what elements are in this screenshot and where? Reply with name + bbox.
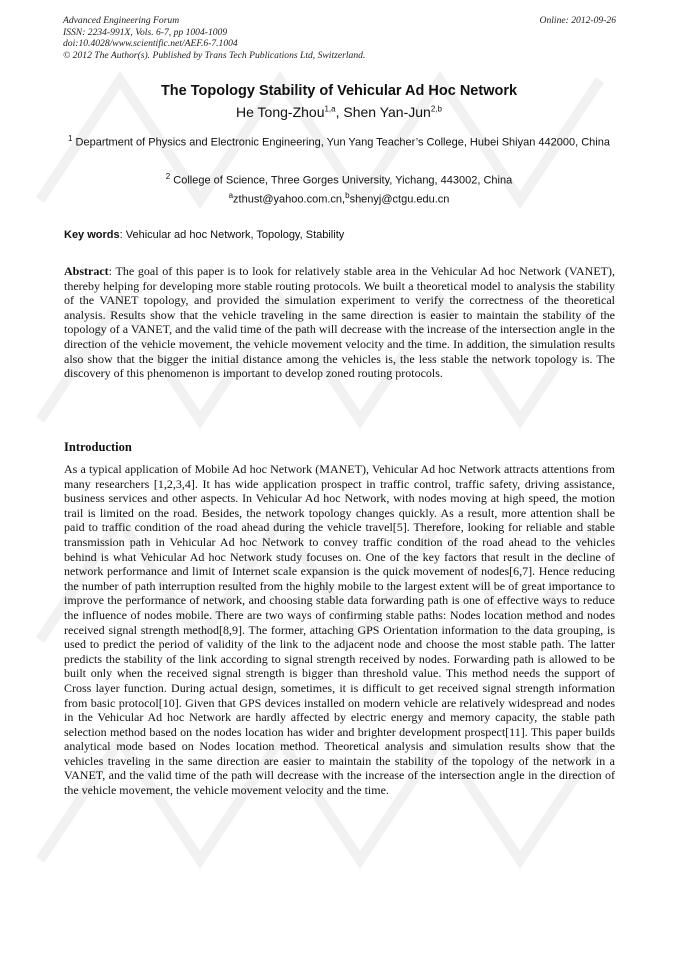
abstract-paragraph: [64, 264, 615, 381]
online-date: Online: 2012-09-26: [539, 15, 616, 26]
author-line: [40, 104, 638, 120]
doi-line: doi:10.4028/www.scientific.net/AEF.6-7.1004: [63, 38, 238, 50]
email-a-superscript: a: [228, 191, 234, 200]
keywords-label: Key words: [64, 229, 120, 241]
author-1-superscript: 1,a: [324, 104, 336, 114]
paper-title: The Topology Stability of Vehicular Ad Hoc Network: [160, 83, 518, 99]
affiliation-2-number: 2: [165, 172, 171, 181]
journal-name: Advanced Engineering Forum: [63, 15, 180, 26]
email-b[interactable]: shenyj@ctgu.edu.cn: [349, 193, 450, 206]
issn-line: ISSN: 2234-991X, Vols. 6-7, pp 1004-1009: [63, 26, 228, 38]
affiliation-2-text: College of Science, Three Gorges University, Yichang, 443002, China: [173, 174, 513, 187]
abstract-text: : The goal of this paper is to look for relatively stable area in the Vehicular Ad hoc Network (VANET), thereby helping for developing more stable routing protocols. We built a theoretical model to analysis the stability of the VANET topology, and provided the simulation experiment to verify the correctness of the theoretical analysis. Results show that the vehicle traveling in the same direction is easier to maintain the stability of the topology of a VANET, and the valid time of the path will decrease with the increase of the intersection angle in the direction of the vehicle movement, the vehicle movement velocity and the time. In addition, the simulation results also show that the bigger the initial distance among the vehicles is, the less stable the network topology is. The discovery of this phenomenon is important to develop zoned routing protocols.: [64, 264, 615, 381]
email-b-superscript: b: [345, 191, 350, 200]
introduction-paragraph: As a typical application of Mobile Ad hoc Network (MANET), Vehicular Ad hoc Network attracts attentions from many researchers [1,2,3,4]. It has wide application prospect in traffic control, traffic safety, driving assistance, business services and other aspects. In Vehicular Ad hoc Network, with nodes moving at high speed, the motion trail is limited on the road. Besides, the network topology changes quickly. As a result, more attention shall be paid to traffic condition of the road ahead during the vehicle travel[5]. Therefore, looking for reliable and stable transmission path in Vehicular Ad hoc Network to convey traffic condition of the road ahead to the vehicles behind is what Vehicular Ad hoc Network study focuses on. One of the key factors that result in the decline of network performance and limit of Internet scale expansion is the quick movement of nodes[6,7]. Hence reducing the number of path interruption resulted from the highly mobile to the largest extent will be of great importance to improve the performance of network, and choosing stable data forwarding path is one of effective ways to reduce the influence of nodes mobile. There are two ways of confirming stable paths: Nodes location method and nodes received signal strength method[8,9]. The former, attaching GPS Orientation information to the data grouping, is used to predict the period of validity of the link to the adjacent node and choose the most stable path. The latter predicts the stability of the link according to signal strength received by nodes. Forwarding path is allowed to be built only when the received signal strength is bigger than threshold value. This method needs the support of Cross layer function. During actual design, sometimes, it is difficult to get received signal strength information from basic protocol[10]. Given that GPS devices installed on modern vehicle are relatively widespread and nodes in the Vehicular Ad hoc Network are hardly affected by electric energy and memory capacity, the stable path selection method based on the nodes location has wider and brighter development prospect[11]. This paper builds analytical mode based on Nodes location method. Theoretical analysis and simulation results show that the vehicles traveling in the same direction are easier to maintain the stability of the topology of the network in a VANET, and the valid time of the path will decrease with the increase of the intersection angle in the direction of the vehicle movement, the vehicle movement velocity and the time.: [64, 462, 615, 798]
author-separator: ,: [335, 104, 344, 120]
abstract-label: Abstract: [64, 264, 109, 278]
journal-header: [63, 15, 616, 61]
affiliation-1-number: 1: [68, 134, 73, 143]
keywords-line: [64, 229, 616, 241]
author-2-name: Shen Yan-Jun: [343, 104, 431, 120]
affiliation-2: [66, 169, 612, 189]
author-1-name: He Tong-Zhou: [236, 104, 325, 120]
affiliation-1-text: Department of Physics and Electronic Engineering, Yun Yang Teacher’s College, Hubei Shiyan 442000, China: [75, 136, 610, 149]
author-2-superscript: 2,b: [430, 104, 442, 114]
email-line: [66, 191, 612, 206]
introduction-heading: Introduction: [64, 440, 132, 454]
copyright-line: © 2012 The Author(s). Published by Trans Tech Publications Ltd, Switzerland.: [63, 49, 366, 61]
keywords-text: : Vehicular ad hoc Network, Topology, Stability: [119, 229, 345, 241]
email-a[interactable]: zthust@yahoo.com.cn,: [233, 193, 346, 206]
affiliation-1: [66, 131, 612, 151]
